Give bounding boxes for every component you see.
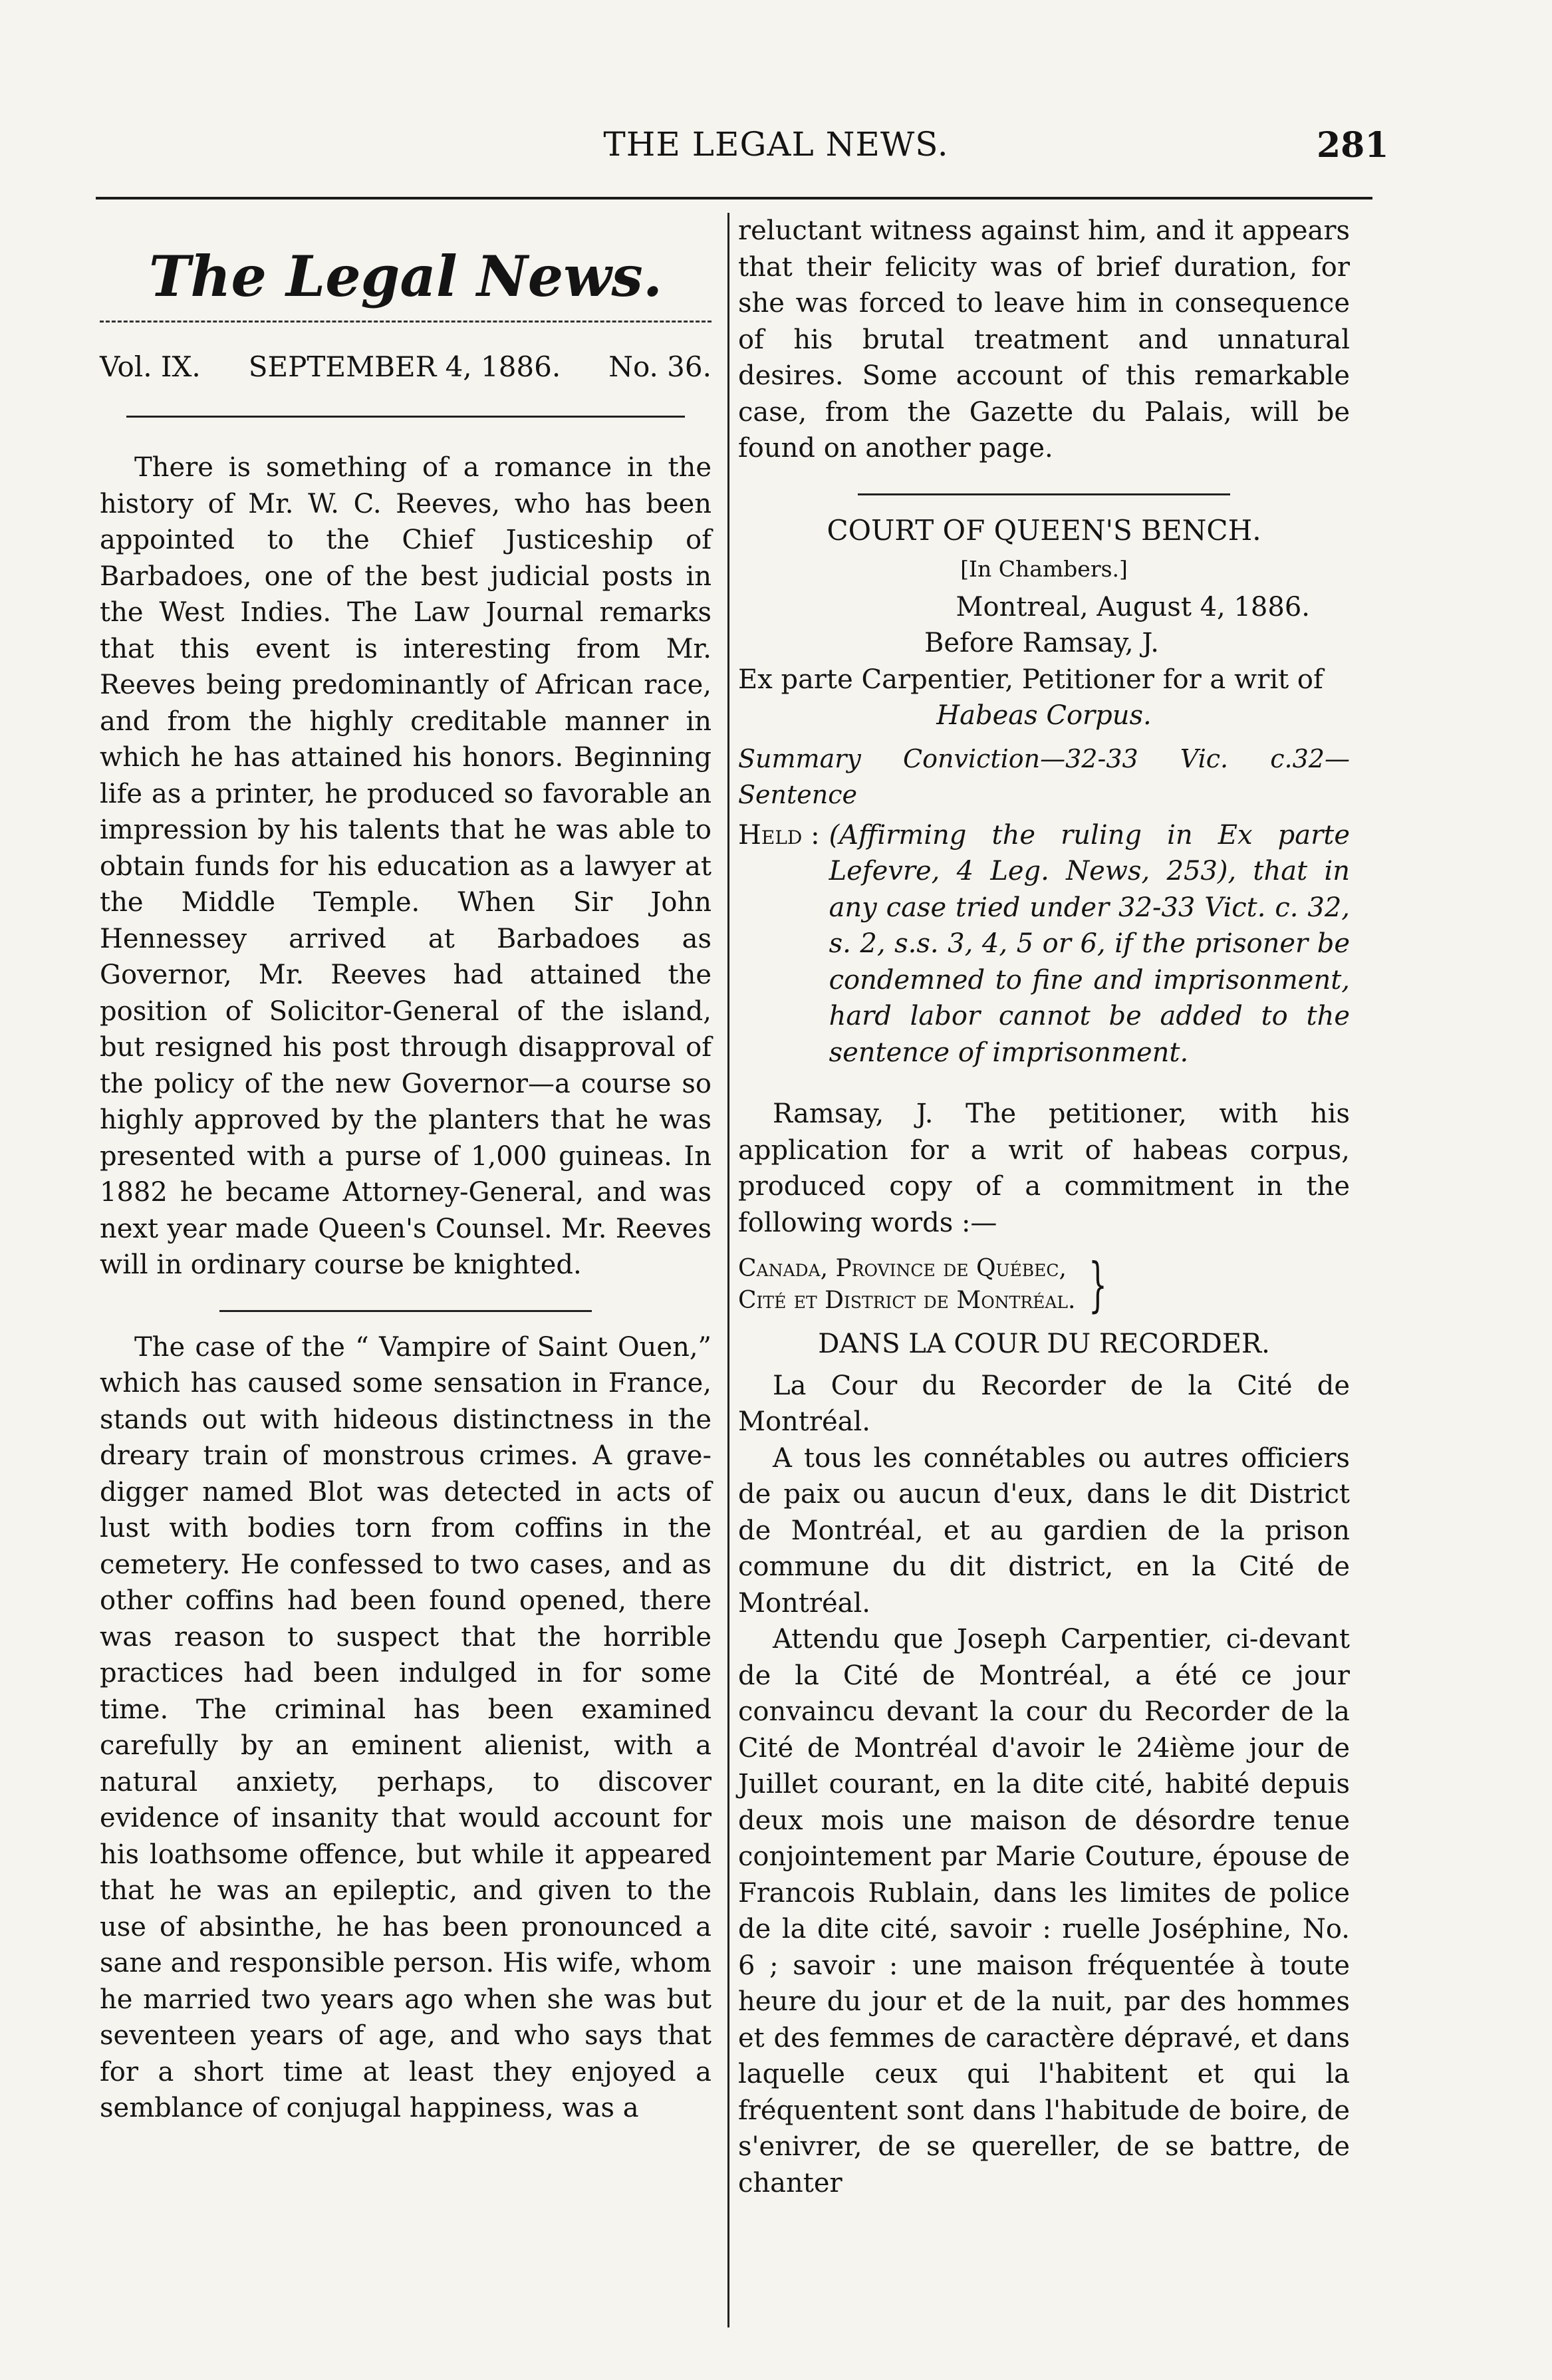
header-rule [96,197,1372,199]
running-title: THE LEGAL NEWS. [603,125,949,164]
spacer [738,1071,1350,1096]
judge-line: Before Ramsay, J. [924,628,1160,658]
section-separator [858,493,1230,495]
court-title: COURT OF QUEEN'S BENCH. [827,513,1261,547]
column-divider [727,213,729,2327]
issue-number: No. 36. [608,350,711,383]
jurisdiction-lines [738,1253,1075,1317]
ramsay-paragraph: Ramsay, J. The petitioner, with his application for a writ of habeas corpus, produced copy of a commitment in the following words :— [738,1099,1350,1238]
jurisdiction-block [738,1250,1350,1319]
volume-label: Vol. IX. [100,350,201,383]
issue-date: SEPTEMBER 4, 1886. [248,350,561,383]
reeves-paragraph: There is something of a romance in the history of Mr. W. C. Reeves, who has been appointed to the Chief Justiceship of Barbadoes, one of the best judicial posts in the West Indies. The Law Journal remarks that this event is interesting from Mr. Reeves being predominantly of African race, and from the highly creditable manner in which he has attained his honors. Beginning life as a printer, he produced so favorable an impression by his talents that he was able to obtain funds for his education as a lawyer at the Middle Temple. When Sir John Hennessey arrived at Barbadoes as Governor, Mr. Reeves had attained the position of Solicitor-General of the island, but resigned his post through disapproval of the policy of the new Governor—a course so highly approved by the planters that he was presented with a purse of 1,000 guineas. In 1882 he became Attorney-General, and was next year made Queen's Counsel. Mr. Reeves will in ordinary course be knighted. [100,452,711,1280]
article-separator [219,1310,592,1312]
brace-glyph: } [1089,1250,1108,1319]
chambers-note: [In Chambers.] [960,556,1128,582]
right-column [738,213,1350,2201]
case-summary: Summary Conviction—32-33 Vic. c.32—Sentence [738,743,1350,809]
jurisdiction-district: Cité et District de Montréal. [738,1287,1076,1314]
case-dateline: Montreal, August 4, 1886. [956,591,1310,622]
held-label: Held : [738,819,820,851]
held-text: (Affirming the ruling in Ex parte Lefevre, 4 Leg. News, 253), that in any case tried under 32-33 Vict. c. 32, s. 2, s.s. 3, 4, 5 or 6, if the prisoner be condemned to fine and imprisonment, hard labor cannot be added to the sentence of imprisonment. [829,819,1350,1068]
vampire-paragraph: The case of the “ Vampire of Saint Ouen,” which has caused some sensation in France, stands out with hideous distinctness in the dreary train of monstrous crimes. A grave-digger named Blot was detected in acts of lust with bodies torn from coffins in the cemetery. He confessed to two cases, and as other coffins had been found opened, there was reason to suspect that the horrible practices had been indulged in for some time. The criminal has been examined carefully by an eminent alienist, with a natural anxiety, perhaps, to discover evidence of insanity that would account for his loathsome offence, but while it appeared that he was an epileptic, and given to the use of absinthe, he has been pronounced a sane and responsible person. His wife, whom he married two years ago when she was but seventeen years of age, and who says that for a short time at least they enjoyed a semblance of conjugal happiness, was a [100,1331,711,2123]
jurisdiction-province: Canada, Province de Québec, [738,1255,1067,1282]
masthead: The Legal News. [148,243,663,309]
masthead-rule [100,321,711,323]
french-paragraph-2: A tous les connétables ou autres officiers de paix ou aucun d'eux, dans le dit District de Montréal, et au gardien de la prison commune du dit district, en la Cité de Montréal. [738,1442,1350,1619]
case-caption-writ: Habeas Corpus. [936,700,1152,731]
french-paragraph-3: Attendu que Joseph Carpentier, ci-devant de la Cité de Montréal, a été ce jour convaincu devant la cour du Recorder de la Cité de Montréal d'avoir le 24ième jour de Juillet courant, en la dite cité, habité depuis deux mois une maison de désordre tenue conjointement par Marie Couture, épouse de Francois Rublain, dans les limites de police de la dite cité, savoir : ruelle Joséphine, No. 6 ; savoir : une maison fréquentée à toute heure du jour et de la nuit, par des hommes et des femmes de caractère dépravé, et dans laquelle ceux qui l'habitent et qui la fréquentent sont dans l'habitude de boire, de s'enivrer, de se quereller, de se battre, de chanter [738,1624,1350,2198]
left-column [100,213,711,2127]
continuation-paragraph: reluctant witness against him, and it appears that their felicity was of brief duration, for she was forced to leave him in consequence of his brutal treatment and unnatural desires. Some account of this remarkable case, from the Gazette du Palais, will be found on another page. [738,215,1350,463]
recorder-heading: DANS LA COUR DU RECORDER. [818,1329,1270,1359]
case-caption: Ex parte Carpentier, Petitioner for a writ of [738,664,1323,695]
volume-rule [126,416,685,418]
page-number: 281 [1317,125,1389,166]
volume-line [100,349,711,385]
headnote [738,817,1350,1071]
french-paragraph-1: La Cour du Recorder de la Cité de Montréal. [738,1370,1350,1437]
